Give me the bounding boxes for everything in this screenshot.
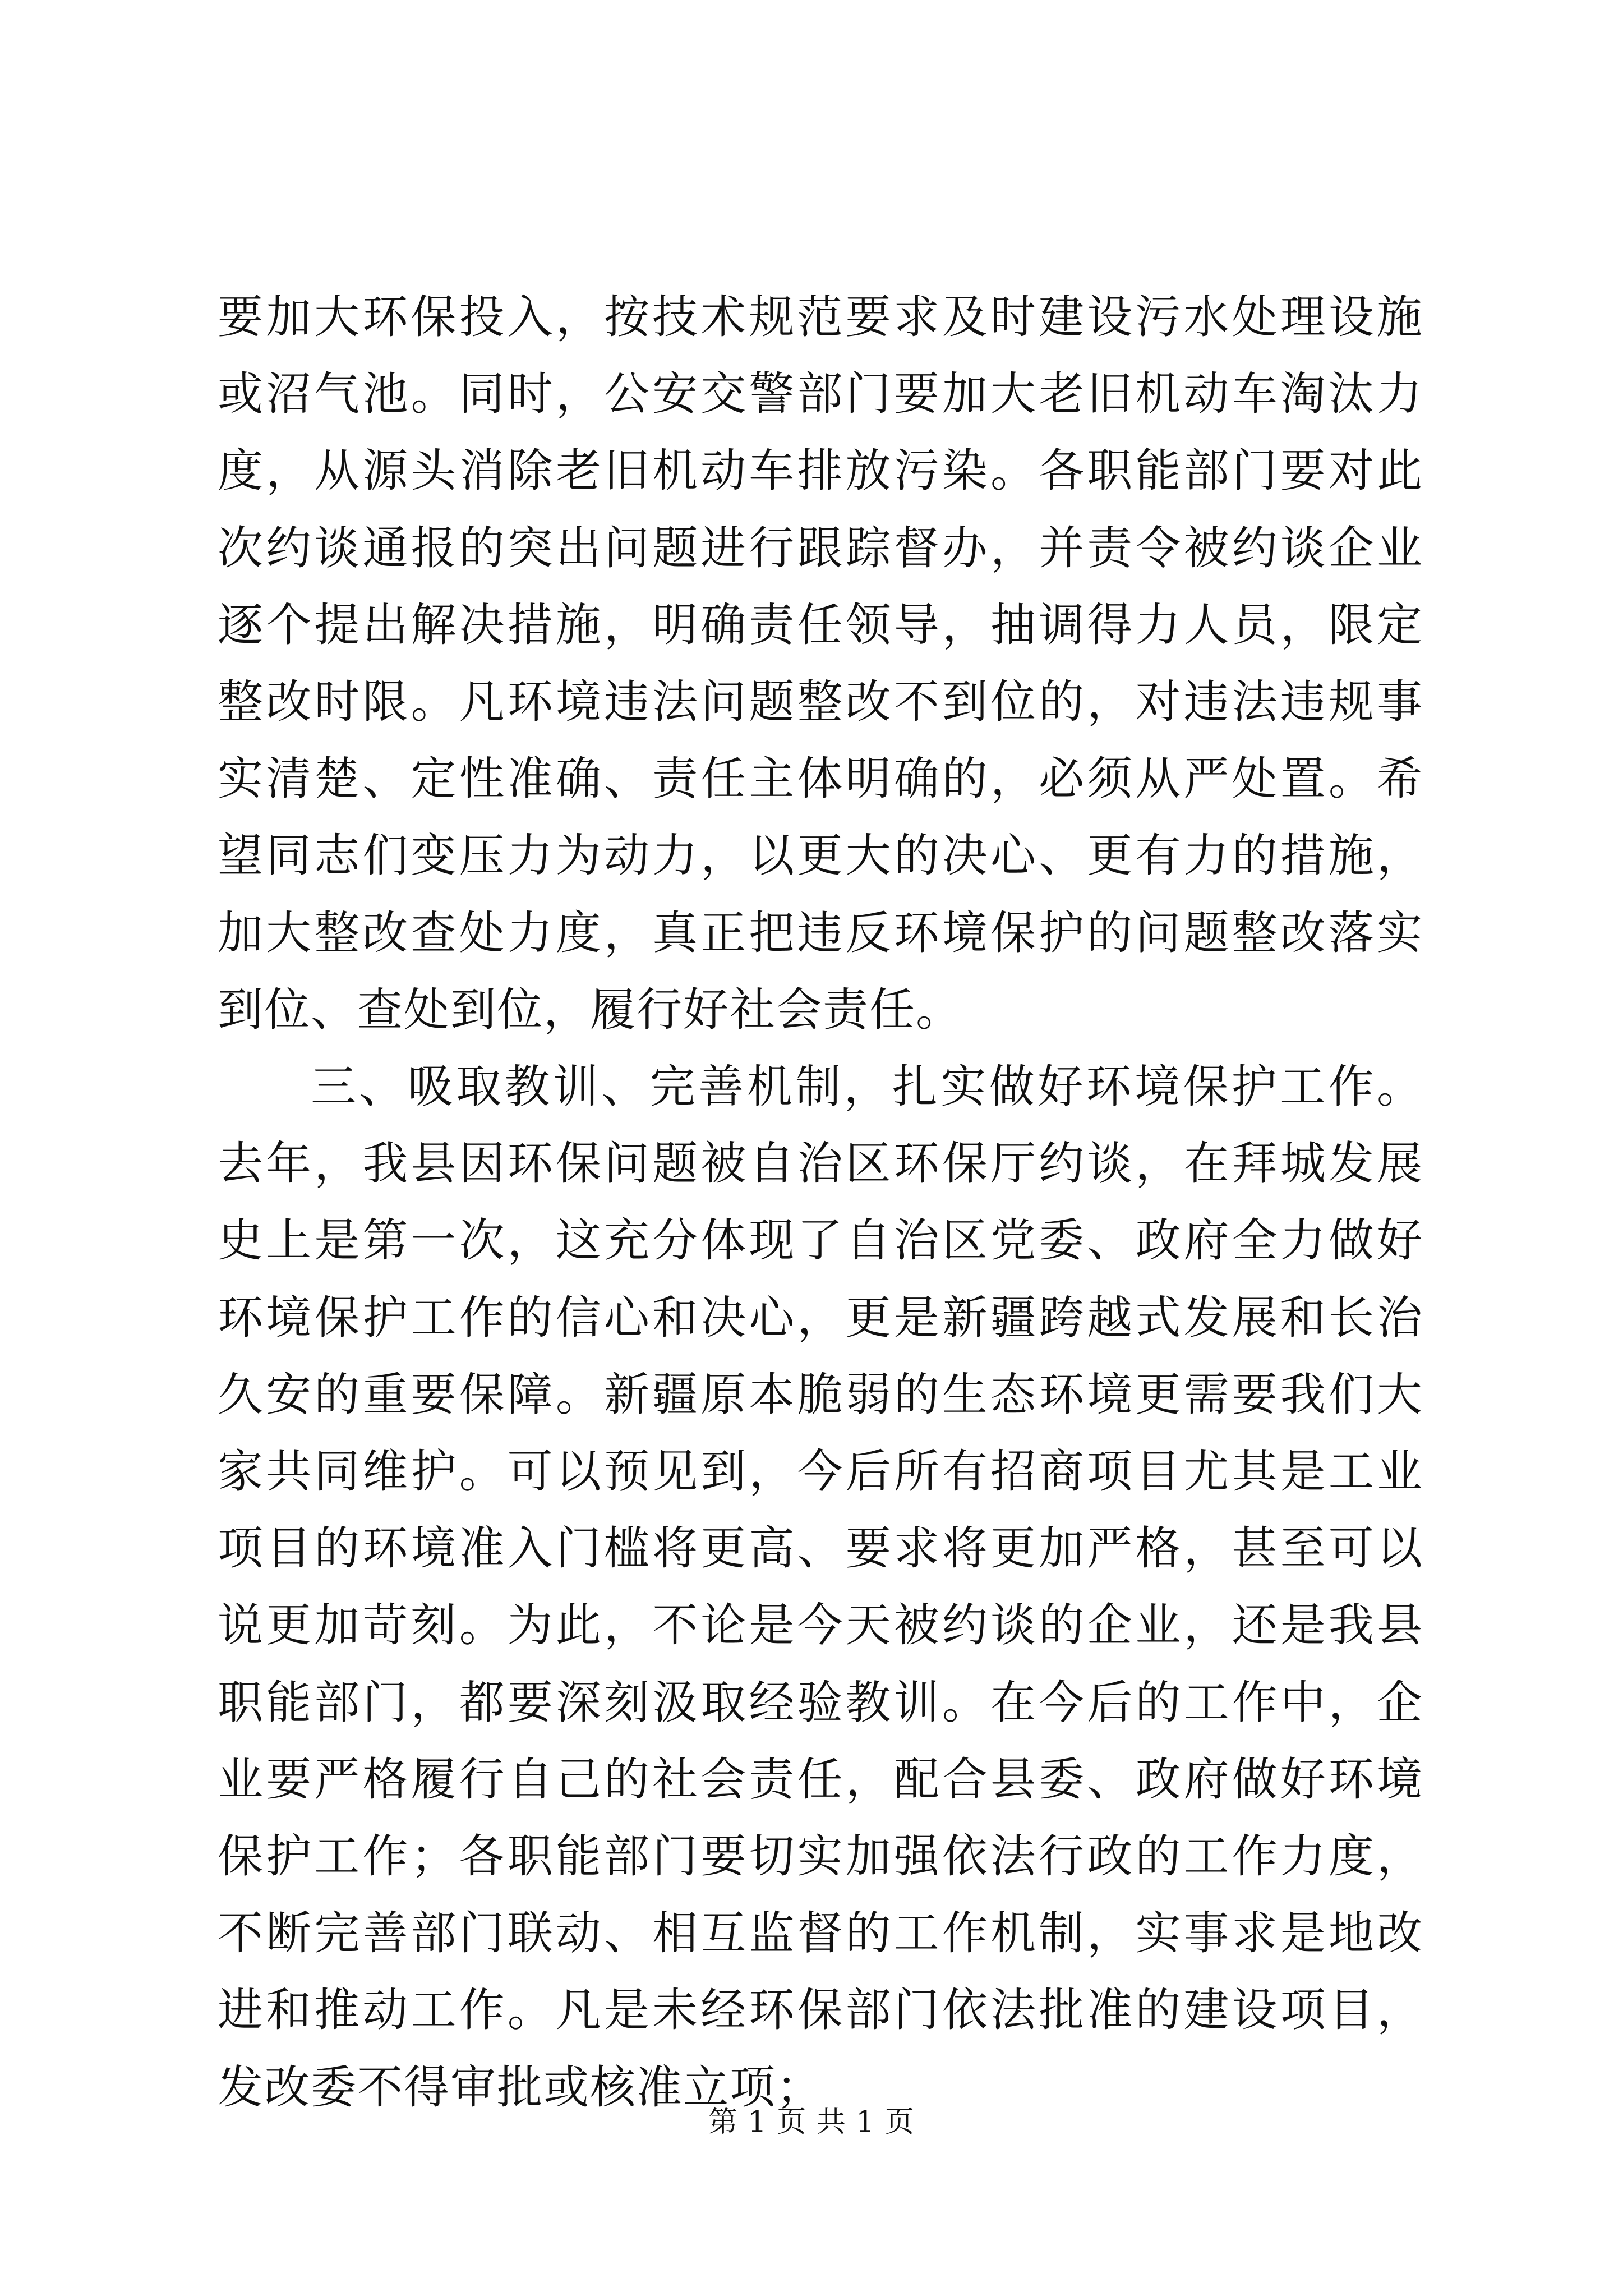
paragraph-2: 三、吸取教训、完善机制，扎实做好环境保护工作。去年，我县因环保问题被自治区环保厅约谈，在拜城发展史上是第一次，这充分体现了自治区党委、政府全力做好环境保护工作的信心和决心，更是新疆跨越式发展和长治久安的重要保障。新疆原本脆弱的生态环境更需要我们大家共同维护。可以预见到，今后所有招商项目尤其是工业项目的环境准入门槛将更高、要求将更加严格，甚至可以说更加苛刻。为此，不论是今天被约谈的企业，还是我县职能部门，都要深刻汲取经验教训。在今后的工作中，企业要严格履行自己的社会责任，配合县委、政府做好环境保护工作；各职能部门要切实加强依法行政的工作力度，不断完善部门联动、相互监督的工作机制，实事求是地改进和推动工作。凡是未经环保部门依法批准的建设项目，发改委不得审批或核准立项； [218, 1061, 1423, 2114]
paragraph-1: 要加大环保投入，按技术规范要求及时建设污水处理设施或沼气池。同时，公安交警部门要加大老旧机动车淘汰力度，从源头消除老旧机动车排放污染。各职能部门要对此次约谈通报的突出问题进行跟踪督办，并责令被约谈企业逐个提出解决措施，明确责任领导，抽调得力人员，限定整改时限。凡环境违法问题整改不到位的，对违法违规事实清楚、定性准确、责任主体明确的，必须从严处置。希望同志们变压力为动力，以更大的决心、更有力的措施，加大整改查处力度，真正把违反环境保护的问题整改落实到位、查处到位，履行好社会责任。 [218, 291, 1423, 1037]
document-body [218, 279, 1423, 2127]
page-footer: 第 1 页 共 1 页 [708, 2105, 915, 2139]
